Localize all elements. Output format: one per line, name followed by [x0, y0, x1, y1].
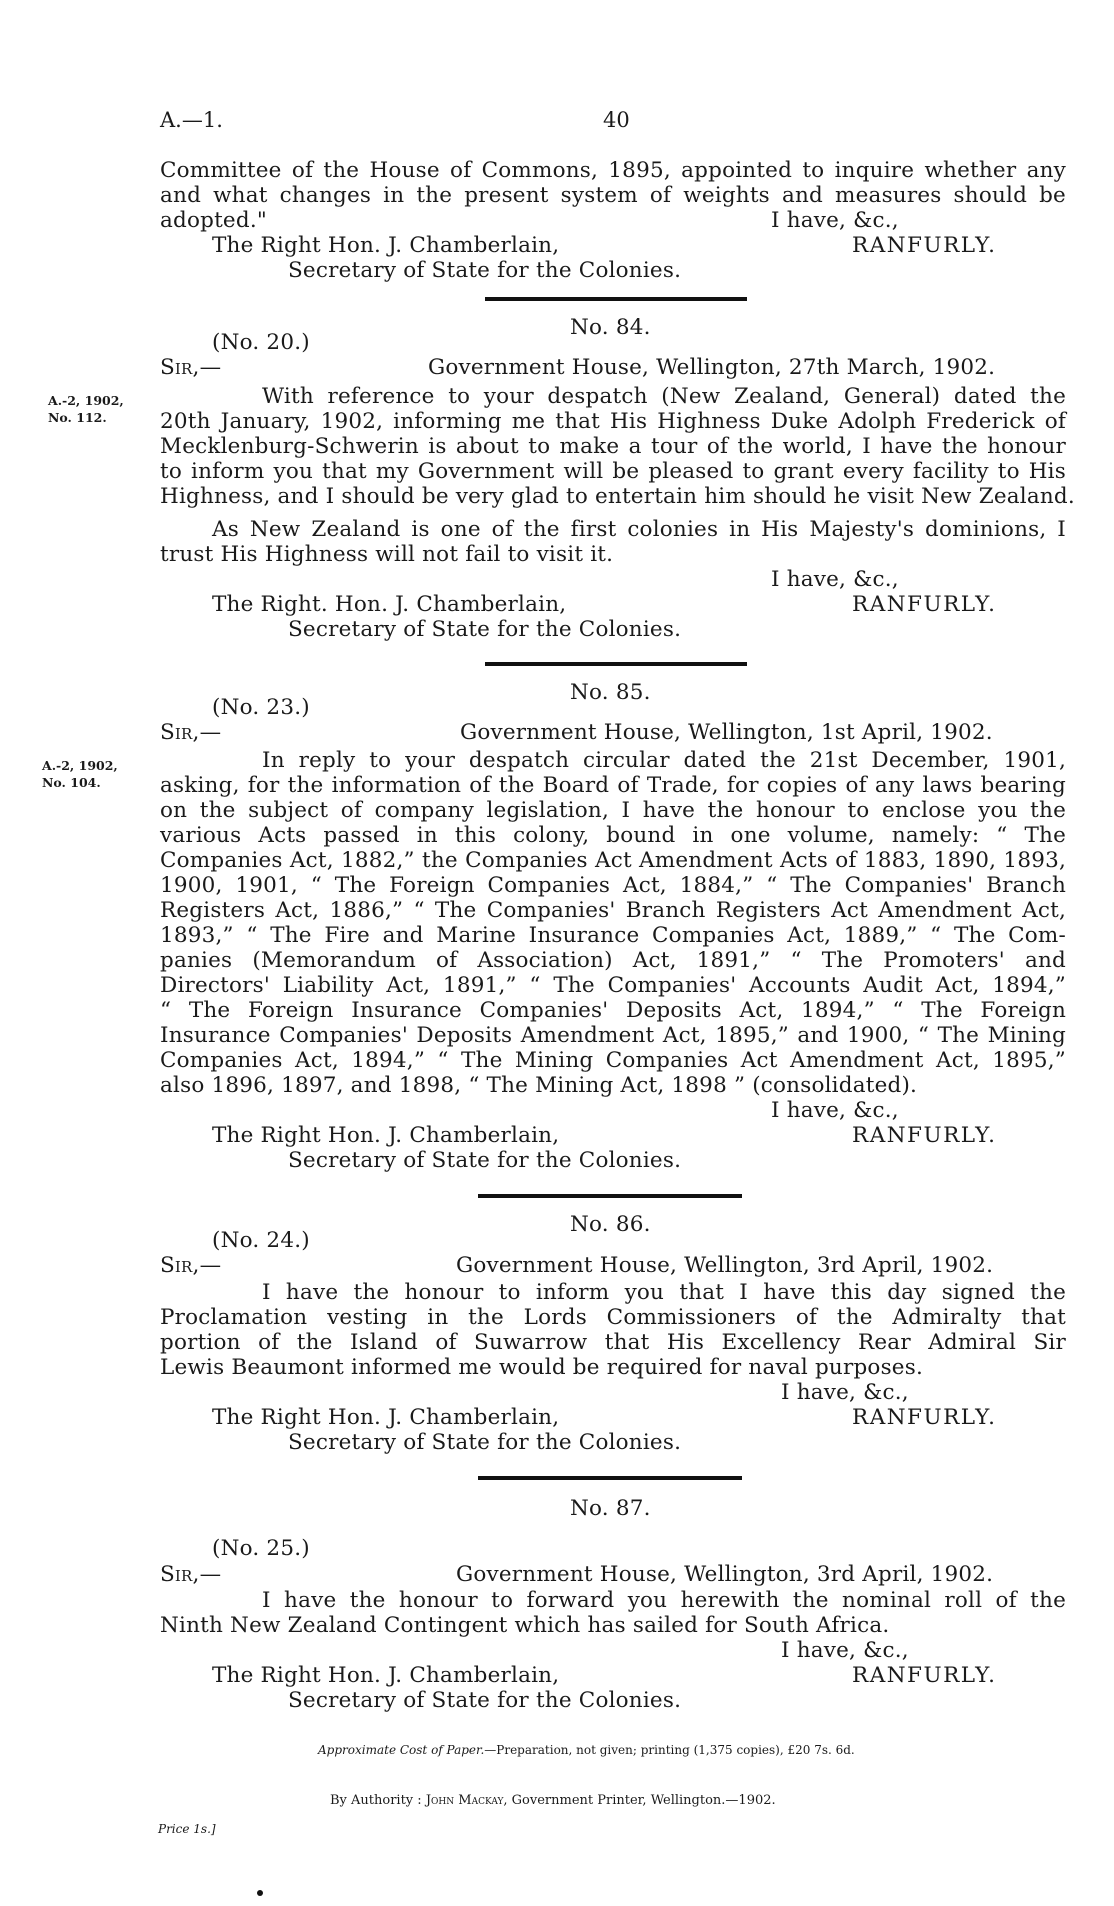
text-line: asking, for the information of the Board of Trade, for copies of any laws bearing: [160, 773, 1066, 798]
despatch-number: No. 85.: [570, 680, 651, 705]
text-line: Ninth New Zealand Contingent which has sailed for South Africa.: [160, 1613, 890, 1638]
addressee-title: Secretary of State for the Colonies.: [288, 617, 682, 642]
salutation: Sir,—: [160, 720, 222, 745]
despatch-ref: (No. 25.): [212, 1536, 310, 1561]
text-line: portion of the Island of Suwarrow that His Excellency Rear Admiral Sir: [160, 1330, 1066, 1355]
signature: RANFURLY.: [852, 233, 997, 258]
margin-note: No. 104.: [42, 775, 101, 790]
text-line: 20th January, 1902, informing me that His Highness Duke Adolph Frederick of: [160, 409, 1066, 434]
closing: I have, &c.,: [771, 208, 899, 233]
text-line: As New Zealand is one of the first colonies in His Majesty's dominions, I: [212, 517, 1066, 542]
salutation: Sir,—: [160, 1253, 222, 1278]
cost-note: [318, 1743, 855, 1757]
despatch-ref: (No. 24.): [212, 1228, 310, 1253]
price: Price 1s.]: [158, 1822, 216, 1836]
printer-imprint: [330, 1793, 776, 1808]
series-code: A.—1.: [160, 108, 223, 132]
margin-note: A.-2, 1902,: [42, 758, 118, 773]
closing: I have, &c.,: [781, 1638, 909, 1663]
addressee: The Right Hon. J. Chamberlain,: [212, 1123, 560, 1148]
section-rule: [478, 1194, 742, 1198]
text-line: Committee of the House of Commons, 1895, appointed to inquire whether any: [160, 158, 1066, 183]
text-line: Mecklenburg-Schwerin is about to make a tour of the world, I have the honour: [160, 434, 1066, 459]
cost-label: Approximate Cost of Paper.: [318, 1743, 485, 1757]
margin-note: A.-2, 1902,: [48, 393, 124, 408]
text-line: “ The Foreign Insurance Companies' Deposits Act, 1894,” “ The Foreign: [160, 998, 1066, 1023]
text-line: I have the honour to forward you herewith the nominal roll of the: [262, 1588, 1066, 1613]
text-line: With reference to your despatch (New Zealand, General) dated the: [262, 384, 1066, 409]
salutation: Sir,—: [160, 355, 222, 380]
page-number: 40: [603, 108, 630, 132]
place-date: Government House, Wellington, 27th March, 1902.: [428, 355, 996, 380]
text-line: panies (Memorandum of Association) Act, 1891,” “ The Promoters' and: [160, 948, 1066, 973]
text-line: Proclamation vesting in the Lords Commissioners of the Admiralty that: [160, 1305, 1066, 1330]
closing: I have, &c.,: [781, 1380, 909, 1405]
closing: I have, &c.,: [771, 567, 899, 592]
addressee-title: Secretary of State for the Colonies.: [288, 1148, 682, 1173]
despatch-ref: (No. 23.): [212, 695, 310, 720]
text-line: adopted.": [160, 208, 267, 233]
text-line: Companies Act, 1894,” “ The Mining Companies Act Amendment Act, 1895,”: [160, 1048, 1066, 1073]
closing: I have, &c.,: [771, 1098, 899, 1123]
text-line: Highness, and I should be very glad to entertain him should he visit New Zealand.: [160, 484, 1075, 509]
authority-suffix: , Government Printer, Wellington.—1902.: [503, 1793, 776, 1808]
text-line: Lewis Beaumont informed me would be required for naval purposes.: [160, 1355, 923, 1380]
text-line: on the subject of company legislation, I have the honour to enclose you the: [160, 798, 1066, 823]
signature: RANFURLY.: [852, 1123, 997, 1148]
section-rule: [485, 297, 747, 301]
ink-speck: [257, 1890, 263, 1896]
addressee-title: Secretary of State for the Colonies.: [288, 1688, 682, 1713]
despatch-number: No. 86.: [570, 1212, 651, 1237]
authority-prefix: By Authority :: [330, 1793, 422, 1808]
section-rule: [485, 662, 747, 666]
signature: RANFURLY.: [852, 592, 997, 617]
text-line: 1893,” “ The Fire and Marine Insurance Companies Act, 1889,” “ The Com-: [160, 923, 1066, 948]
place-date: Government House, Wellington, 1st April, 1902.: [460, 720, 993, 745]
salutation: Sir,—: [160, 1562, 222, 1587]
text-line: 1900, 1901, “ The Foreign Companies Act, 1884,” “ The Companies' Branch: [160, 873, 1066, 898]
addressee: The Right Hon. J. Chamberlain,: [212, 1405, 560, 1430]
addressee-title: Secretary of State for the Colonies.: [288, 258, 682, 283]
text-line: In reply to your despatch circular dated the 21st December, 1901,: [262, 748, 1066, 773]
despatch-number: No. 84.: [570, 315, 651, 340]
addressee: The Right Hon. J. Chamberlain,: [212, 233, 560, 258]
place-date: Government House, Wellington, 3rd April, 1902.: [456, 1562, 994, 1587]
text-line: also 1896, 1897, and 1898, “ The Mining Act, 1898 ” (consolidated).: [160, 1073, 918, 1098]
text-line: to inform you that my Government will be pleased to grant every facility to His: [160, 459, 1066, 484]
place-date: Government House, Wellington, 3rd April, 1902.: [456, 1253, 994, 1278]
text-line: Insurance Companies' Deposits Amendment Act, 1895,” and 1900, “ The Mining: [160, 1023, 1066, 1048]
signature: RANFURLY.: [852, 1405, 997, 1430]
cost-text: —Preparation, not given; printing (1,375 copies), £20 7s. 6d.: [484, 1743, 855, 1757]
printer-name: John Mackay: [425, 1793, 504, 1808]
text-line: Registers Act, 1886,” “ The Companies' Branch Registers Act Amendment Act,: [160, 898, 1066, 923]
addressee: The Right. Hon. J. Chamberlain,: [212, 592, 567, 617]
despatch-ref: (No. 20.): [212, 330, 310, 355]
section-rule: [478, 1476, 742, 1480]
text-line: Directors' Liability Act, 1891,” “ The Companies' Accounts Audit Act, 1894,”: [160, 973, 1066, 998]
text-line: and what changes in the present system of weights and measures should be: [160, 183, 1066, 208]
text-line: various Acts passed in this colony, bound in one volume, namely: “ The: [160, 823, 1066, 848]
addressee-title: Secretary of State for the Colonies.: [288, 1430, 682, 1455]
margin-note: No. 112.: [48, 410, 107, 425]
text-line: trust His Highness will not fail to visit it.: [160, 542, 614, 567]
addressee: The Right Hon. J. Chamberlain,: [212, 1663, 560, 1688]
text-line: Companies Act, 1882,” the Companies Act Amendment Acts of 1883, 1890, 1893,: [160, 848, 1066, 873]
despatch-number: No. 87.: [570, 1496, 651, 1521]
text-line: I have the honour to inform you that I have this day signed the: [262, 1280, 1066, 1305]
signature: RANFURLY.: [852, 1663, 997, 1688]
